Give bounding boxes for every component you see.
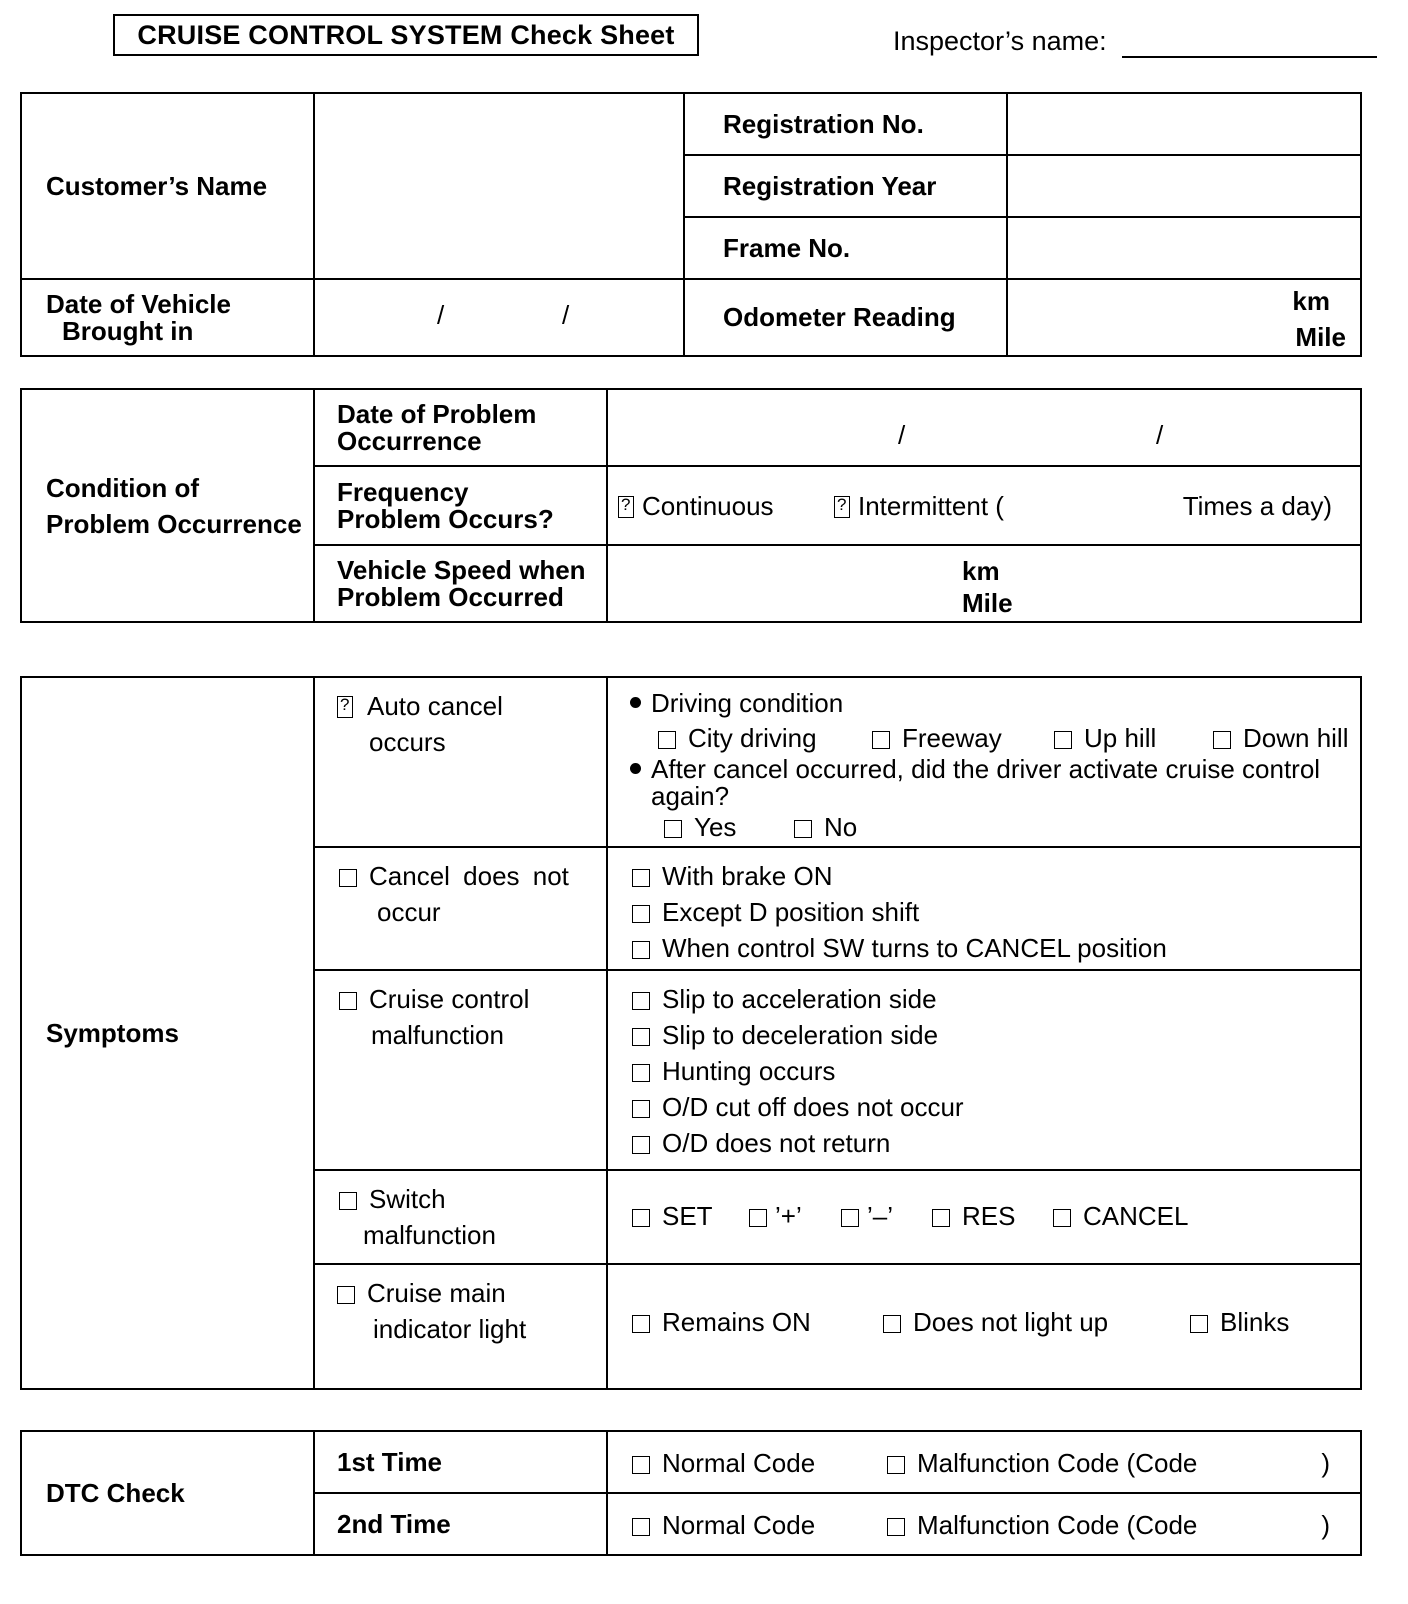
cancel-option[interactable]: CANCEL xyxy=(1053,1201,1188,1232)
checkbox-icon[interactable] xyxy=(932,1209,950,1227)
remains-on-option[interactable]: Remains ON xyxy=(632,1307,811,1338)
checkbox-icon[interactable] xyxy=(834,496,850,518)
slip-deceleration-option[interactable]: Slip to deceleration side xyxy=(632,1017,1360,1053)
first-malfunction-code-option[interactable]: Malfunction Code (Code xyxy=(887,1448,1197,1479)
cancel-not-option[interactable]: Cancel does not occur xyxy=(314,847,607,970)
registration-year-field[interactable] xyxy=(1007,155,1361,217)
checkbox-icon[interactable] xyxy=(632,869,650,887)
sheet-title: CRUISE CONTROL SYSTEM Check Sheet xyxy=(113,14,699,56)
checkbox-icon[interactable] xyxy=(632,941,650,959)
checkbox-icon[interactable] xyxy=(841,1209,859,1227)
checkbox-icon[interactable] xyxy=(339,992,357,1010)
checkbox-icon[interactable] xyxy=(887,1518,905,1536)
down-hill-option[interactable]: Down hill xyxy=(1213,723,1349,754)
checkbox-icon[interactable] xyxy=(632,1028,650,1046)
checkbox-icon[interactable] xyxy=(1213,731,1231,749)
cruise-malfunction-option[interactable]: Cruise control malfunction xyxy=(314,970,607,1170)
no-option[interactable]: No xyxy=(794,812,857,843)
indicator-light-details xyxy=(607,1264,1361,1389)
vehicle-speed-field[interactable]: km Mile xyxy=(607,545,1361,622)
symptoms-section-label: Symptoms xyxy=(21,677,314,1389)
dtc-section-label: DTC Check xyxy=(21,1431,314,1555)
intermittent-option[interactable]: ? Intermittent ( xyxy=(834,491,1004,522)
condition-table xyxy=(20,388,1362,623)
checkbox-icon[interactable] xyxy=(632,1518,650,1536)
checkbox-icon[interactable] xyxy=(632,1136,650,1154)
switch-malfunction-details xyxy=(607,1170,1361,1264)
inspector-name-label: Inspector’s name: xyxy=(893,26,1107,56)
checkbox-icon[interactable] xyxy=(749,1209,767,1227)
city-driving-option[interactable]: City driving xyxy=(658,723,817,754)
second-normal-code-option[interactable]: Normal Code xyxy=(632,1510,815,1541)
control-sw-cancel-option[interactable]: When control SW turns to CANCEL position xyxy=(632,930,1360,966)
auto-cancel-option[interactable]: ?Auto cancel occurs xyxy=(314,677,607,847)
plus-option[interactable]: ’+’ xyxy=(749,1201,802,1232)
checkbox-icon[interactable] xyxy=(883,1315,901,1333)
symptoms-table xyxy=(20,676,1362,1390)
res-option[interactable]: RES xyxy=(932,1201,1015,1232)
times-a-day-label: Times a day) xyxy=(1182,490,1332,521)
registration-no-field[interactable] xyxy=(1007,93,1361,155)
checkbox-icon[interactable] xyxy=(887,1456,905,1474)
checkbox-icon[interactable] xyxy=(632,1456,650,1474)
checkbox-icon[interactable] xyxy=(337,1286,355,1304)
does-not-light-option[interactable]: Does not light up xyxy=(883,1307,1108,1338)
frame-no-field[interactable] xyxy=(1007,217,1361,279)
problem-date-label: Date of Problem Occurrence xyxy=(314,389,607,466)
checkbox-icon[interactable] xyxy=(1190,1315,1208,1333)
checkbox-icon[interactable] xyxy=(1053,1209,1071,1227)
checkbox-icon[interactable] xyxy=(632,1315,650,1333)
checkbox-icon[interactable] xyxy=(337,696,353,718)
customer-name-label: Customer’s Name xyxy=(21,93,314,279)
hunting-option[interactable]: Hunting occurs xyxy=(632,1053,1360,1089)
checkbox-icon[interactable] xyxy=(1054,731,1072,749)
minus-option[interactable]: ’–’ xyxy=(841,1201,893,1232)
checkbox-icon[interactable] xyxy=(794,820,812,838)
registration-year-label: Registration Year xyxy=(684,155,1007,217)
up-hill-option[interactable]: Up hill xyxy=(1054,723,1156,754)
condition-section-label: Condition of Problem Occurrence xyxy=(21,389,314,622)
frequency-label: Frequency Problem Occurs? xyxy=(314,466,607,545)
vehicle-info-table xyxy=(20,92,1362,357)
checkbox-icon[interactable] xyxy=(658,731,676,749)
yes-option[interactable]: Yes xyxy=(664,812,736,843)
odometer-label: Odometer Reading xyxy=(684,279,1007,356)
set-option[interactable]: SET xyxy=(632,1201,713,1232)
date-brought-field[interactable]: / / xyxy=(314,279,684,356)
continuous-option[interactable]: ? Continuous xyxy=(618,491,774,522)
driving-condition-label: Driving condition xyxy=(630,688,843,719)
checkbox-icon[interactable] xyxy=(632,1064,650,1082)
freeway-option[interactable]: Freeway xyxy=(872,723,1002,754)
checkbox-icon[interactable] xyxy=(632,1100,650,1118)
checkbox-icon[interactable] xyxy=(632,992,650,1010)
checkbox-icon[interactable] xyxy=(632,905,650,923)
checkbox-icon[interactable] xyxy=(872,731,890,749)
bullet-icon xyxy=(630,763,641,774)
checkbox-icon[interactable] xyxy=(339,1192,357,1210)
frequency-field xyxy=(607,466,1361,545)
checkbox-icon[interactable] xyxy=(339,869,357,887)
with-brake-on-option[interactable]: With brake ON xyxy=(632,858,1360,894)
odometer-field[interactable]: km Mile xyxy=(1007,279,1361,356)
first-time-field: Normal Code Malfunction Code (Code ) xyxy=(607,1431,1361,1493)
registration-no-label: Registration No. xyxy=(684,93,1007,155)
bullet-icon xyxy=(630,697,641,708)
except-d-shift-option[interactable]: Except D position shift xyxy=(632,894,1360,930)
dtc-table xyxy=(20,1430,1362,1556)
auto-cancel-details xyxy=(607,677,1361,847)
od-return-option[interactable]: O/D does not return xyxy=(632,1125,1360,1161)
blinks-option[interactable]: Blinks xyxy=(1190,1307,1289,1338)
second-malfunction-code-option[interactable]: Malfunction Code (Code xyxy=(887,1510,1197,1541)
switch-malfunction-option[interactable]: Switch malfunction xyxy=(314,1170,607,1264)
slip-acceleration-option[interactable]: Slip to acceleration side xyxy=(632,981,1360,1017)
checkbox-icon[interactable] xyxy=(664,820,682,838)
cancel-not-details xyxy=(607,847,1361,970)
cruise-malfunction-details xyxy=(607,970,1361,1170)
problem-date-field[interactable]: / / xyxy=(607,389,1361,466)
frame-no-label: Frame No. xyxy=(684,217,1007,279)
indicator-light-option[interactable]: Cruise main indicator light xyxy=(314,1264,607,1389)
first-time-label: 1st Time xyxy=(314,1431,607,1493)
second-time-field: Normal Code Malfunction Code (Code ) xyxy=(607,1493,1361,1555)
inspector-name-field[interactable] xyxy=(1122,56,1377,58)
checkbox-icon[interactable] xyxy=(618,496,634,518)
customer-name-field[interactable] xyxy=(314,93,684,279)
date-brought-label: Date of Vehicle Brought in xyxy=(21,279,314,356)
first-normal-code-option[interactable]: Normal Code xyxy=(632,1448,815,1479)
vehicle-speed-label: Vehicle Speed when Problem Occurred xyxy=(314,545,607,622)
second-time-label: 2nd Time xyxy=(314,1493,607,1555)
od-cut-off-option[interactable]: O/D cut off does not occur xyxy=(632,1089,1360,1125)
checkbox-icon[interactable] xyxy=(632,1209,650,1227)
reactivate-question: After cancel occurred, did the driver activate cruise control again? xyxy=(630,756,1320,810)
